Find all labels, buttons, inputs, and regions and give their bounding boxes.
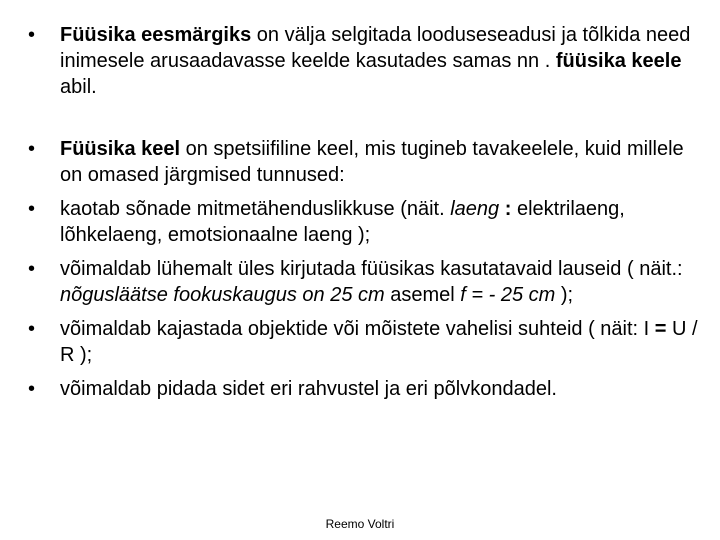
bullet-marker: •	[28, 24, 36, 46]
bullet-text-bold: Füüsika eesmärgiks	[60, 24, 252, 46]
bullet-text: U / R );	[60, 318, 698, 366]
footer-author: Reemo Voltri	[325, 517, 395, 531]
bullet-text-bold: :	[504, 198, 512, 220]
bullet-text-italic: f = - 25 cm	[460, 284, 556, 306]
bullet-text: );	[555, 284, 574, 306]
bullet-text: on välja selgitada looduseseadusi ja tõlkida need inimesele arusaadavasse keelde kasutades samas nn .	[60, 24, 691, 72]
bullet-item	[28, 136, 708, 188]
bullet-text: võimaldab kajastada objektide või mõistete vahelisi suhteid ( näit: I	[60, 318, 655, 340]
bullet-text: kaotab sõnade mitmetähenduslikkuse (näit.	[60, 198, 451, 220]
bullet-text-bold: füüsika keele	[555, 50, 682, 72]
bullet-marker: •	[28, 198, 36, 220]
bullet-marker: •	[28, 138, 36, 160]
bullet-text: abil.	[60, 76, 97, 98]
bullet-list	[28, 22, 708, 410]
bullet-text: on spetsiifiline keel, mis tugineb tavakeelele, kuid millele on omased järgmised tunnused:	[60, 138, 684, 186]
bullet-item	[28, 376, 708, 402]
bullet-text: võimaldab lühemalt üles kirjutada füüsikas kasutatavaid lauseid ( näit.:	[60, 258, 683, 280]
bullet-item	[28, 256, 708, 308]
bullet-marker: •	[28, 258, 36, 280]
bullet-text: võimaldab pidada sidet eri rahvustel ja eri põlvkondadel.	[60, 378, 557, 400]
bullet-item	[28, 316, 708, 368]
bullet-item	[28, 196, 708, 248]
bullet-item	[28, 22, 708, 100]
bullet-text-bold: Füüsika keel	[60, 138, 181, 160]
bullet-text: elektrilaeng, lõhkelaeng, emotsionaalne laeng );	[60, 198, 625, 246]
bullet-marker: •	[28, 318, 36, 340]
bullet-text-italic: laeng	[450, 198, 500, 220]
bullet-text-italic: nõgusläätse fookuskaugus on 25 cm	[60, 284, 385, 306]
bullet-text: asemel	[384, 284, 461, 306]
bullet-marker: •	[28, 378, 36, 400]
bullet-text-bold: =	[654, 318, 667, 340]
